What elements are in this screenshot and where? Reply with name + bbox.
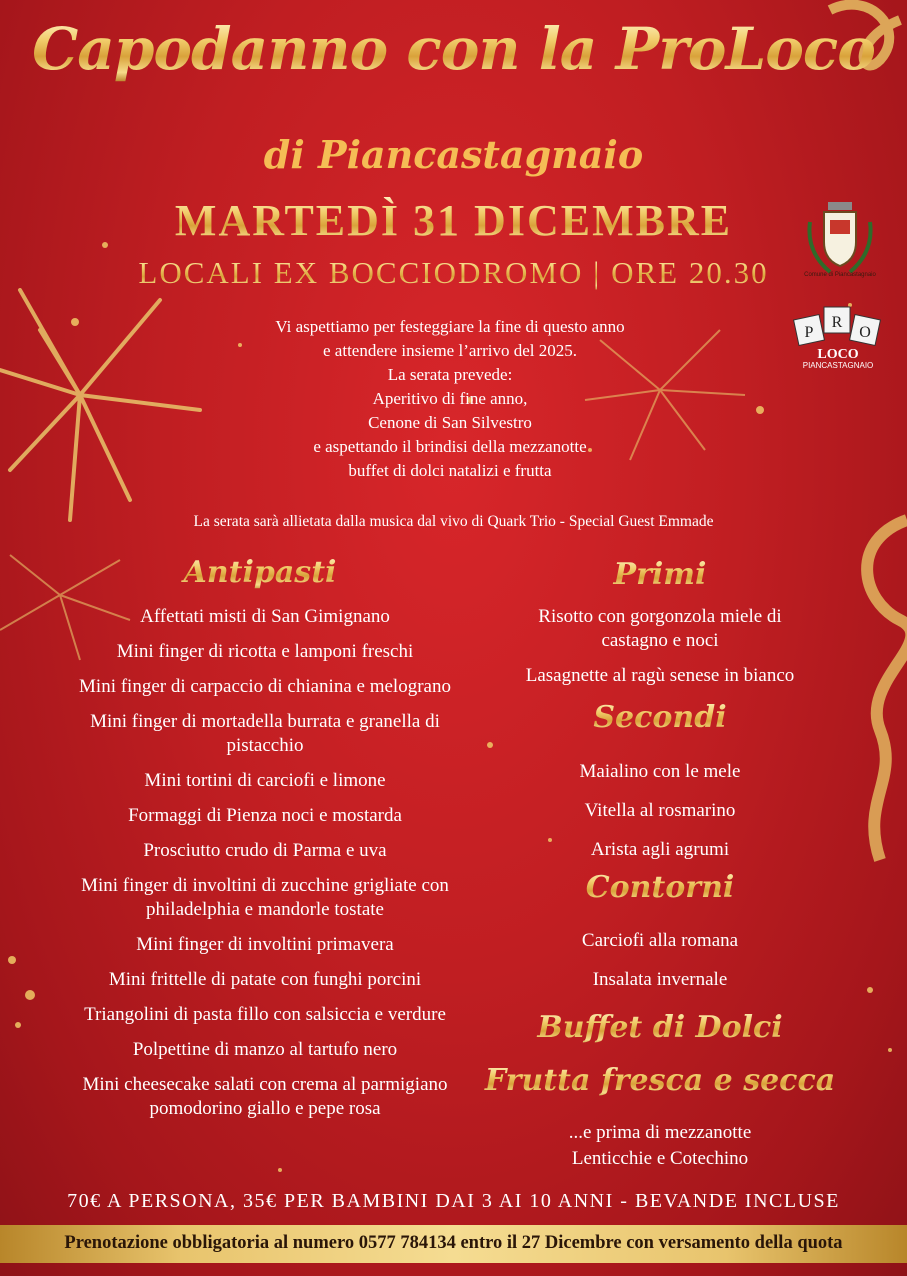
menu-item: Lasagnette al ragù senese in bianco <box>525 665 795 686</box>
intro-text <box>200 315 700 483</box>
proloco-logo-text: LOCO <box>817 347 859 362</box>
antipasti-list <box>30 605 500 1132</box>
event-subtitle: di Piancastagnaio <box>263 132 644 177</box>
proloco-letter-o: O <box>859 324 871 341</box>
menu-item: Mini tortini di carciofi e limone <box>144 770 386 791</box>
price-info: 70€ A PERSONA, 35€ PER BAMBINI DAI 3 AI 10 ANNI - BEVANDE INCLUSE <box>67 1190 840 1212</box>
menu-item: Polpettine di manzo al tartufo nero <box>132 1039 398 1060</box>
menu-item: Mini finger di involtini di zucchine grigliate con philadelphia e mandorle tostate <box>81 875 449 920</box>
coat-of-arms-logo <box>800 192 880 282</box>
event-title: Capodanno con la ProLoco <box>0 18 907 82</box>
menu-item: Insalata invernale <box>592 969 728 990</box>
secondi-heading: Secondi <box>560 700 760 735</box>
proloco-letter-p: P <box>804 324 814 341</box>
intro-line: La serata prevede: <box>387 365 513 384</box>
music-note: La serata sarà allietata dalla musica dal vivo di Quark Trio - Special Guest Emmade <box>193 513 714 530</box>
proloco-logo <box>792 303 884 371</box>
intro-line: Vi aspettiamo per festeggiare la fine di questo anno <box>275 317 625 336</box>
intro-line: e attendere insieme l’arrivo del 2025. <box>323 341 577 360</box>
event-date: MARTEDÌ 31 DICEMBRE <box>0 195 907 246</box>
primi-list <box>500 605 820 699</box>
menu-item: Prosciutto crudo di Parma e uva <box>143 840 387 861</box>
menu-item: Mini finger di involtini primavera <box>136 934 394 955</box>
intro-line: buffet di dolci natalizi e frutta <box>348 461 552 480</box>
intro-line: Cenone di San Silvestro <box>368 413 532 432</box>
secondi-list <box>500 760 820 877</box>
menu-item: Arista agli agrumi <box>590 839 730 860</box>
menu-item: Risotto con gorgonzola miele di castagno e noci <box>538 606 782 651</box>
menu-item: Mini finger di mortadella burrata e granella di pistacchio <box>90 711 440 756</box>
dolci-heading: Buffet di Dolci <box>500 1010 820 1045</box>
menu-item: Mini finger di carpaccio di chianina e melograno <box>79 676 451 697</box>
menu-item: Triangolini di pasta fillo con salsiccia e verdure <box>84 1004 446 1025</box>
contorni-heading: Contorni <box>560 870 760 905</box>
menu-item: Maialino con le mele <box>579 761 741 782</box>
booking-info: Prenotazione obbligatoria al numero 0577 784134 entro il 27 Dicembre con versamento della quota <box>64 1233 843 1253</box>
menu-item: Mini cheesecake salati con crema al parmigiano pomodorino giallo e pepe rosa <box>82 1074 448 1119</box>
menu-item: Mini finger di ricotta e lamponi freschi <box>116 641 414 662</box>
menu-item: Carciofi alla romana <box>581 930 739 951</box>
proloco-logo-subtext: PIANCASTAGNAIO <box>802 361 874 370</box>
coat-of-arms-caption: Comune di Piancastagnaio <box>804 272 876 278</box>
antipasti-heading: Antipasti <box>160 555 360 590</box>
menu-item: Vitella al rosmarino <box>584 800 736 821</box>
midnight-line: Lenticchie e Cotechino <box>571 1148 749 1169</box>
midnight-line: ...e prima di mezzanotte <box>568 1122 752 1143</box>
menu-item: Affettati misti di San Gimignano <box>140 606 390 627</box>
intro-line: e aspettando il brindisi della mezzanotte <box>313 437 587 456</box>
menu-item: Mini frittelle di patate con funghi porcini <box>108 969 422 990</box>
event-venue-time: LOCALI EX BOCCIODROMO | ORE 20.30 <box>0 255 907 291</box>
frutta-heading: Frutta fresca e secca <box>480 1063 840 1098</box>
midnight-note <box>500 1120 820 1172</box>
primi-heading: Primi <box>560 557 760 592</box>
proloco-letter-r: R <box>831 314 843 331</box>
menu-item: Formaggi di Pienza noci e mostarda <box>128 805 402 826</box>
contorni-list <box>500 929 820 1007</box>
intro-line: Aperitivo di fine anno, <box>372 389 528 408</box>
